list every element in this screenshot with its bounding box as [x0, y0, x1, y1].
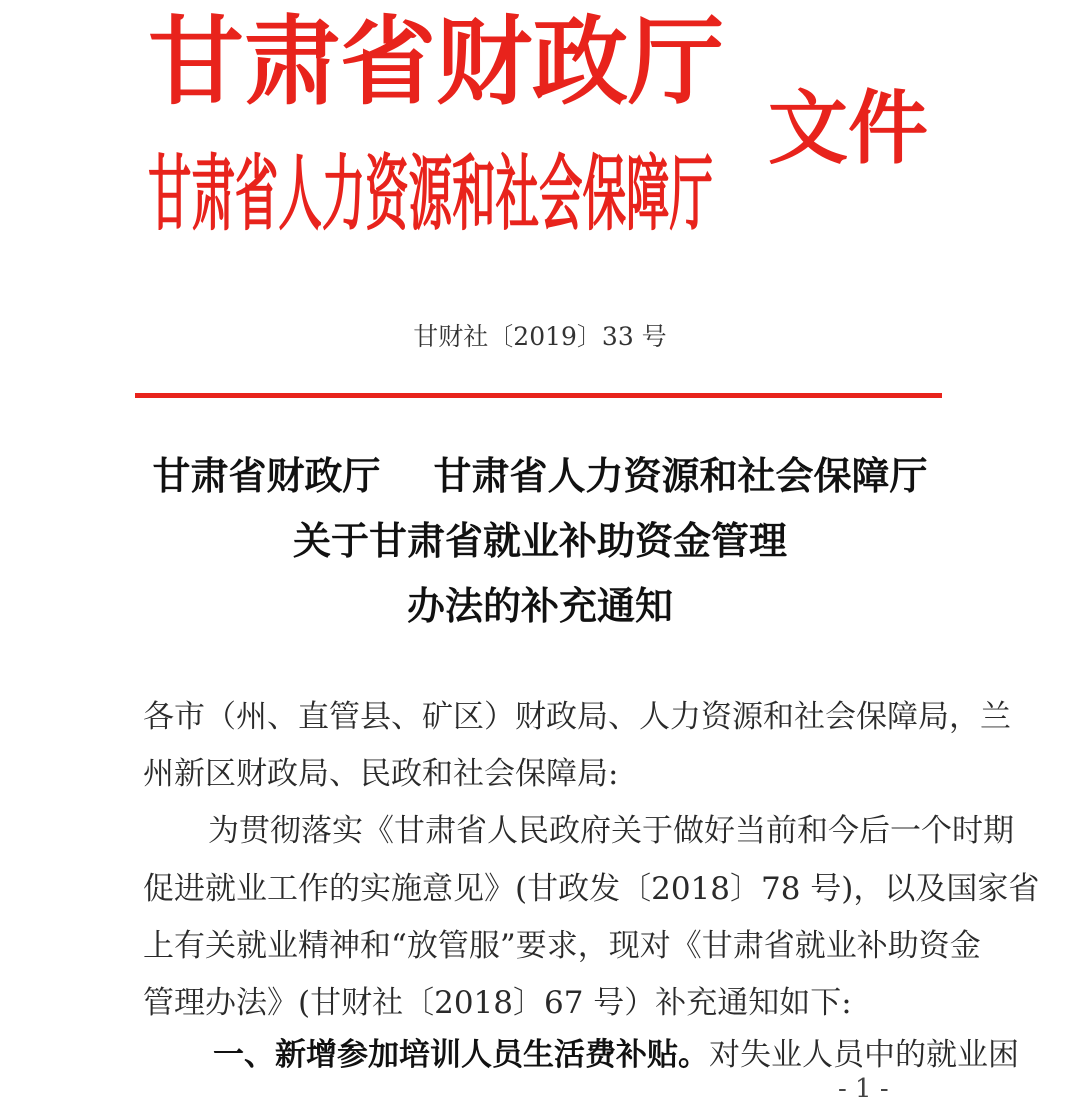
section-1-heading: 一、新增参加培训人员生活费补贴。: [213, 1037, 709, 1073]
body-line: 促进就业工作的实施意见》(甘政发〔2018〕78 号)，以及国家省: [143, 871, 1040, 907]
section-1-text: 对失业人员中的就业困: [709, 1037, 1019, 1073]
body-line: 州新区财政局、民政和社会保障局:: [143, 756, 619, 792]
section-1-line: [213, 1037, 1019, 1073]
red-divider: [135, 393, 942, 398]
page-number: - 1 -: [838, 1074, 889, 1104]
issuer-name-hrss: 甘肃省人力资源和社会保障厅: [148, 147, 713, 242]
body-line: 上有关就业精神和“放管服”要求，现对《甘肃省就业补助资金: [143, 928, 981, 964]
body-line: 管理办法》(甘财社〔2018〕67 号）补充通知如下:: [143, 985, 852, 1021]
issuer-name-finance: 甘肃省财政厅: [148, 6, 724, 118]
title-line-2: 关于甘肃省就业补助资金管理: [292, 519, 787, 563]
title-line-1: 甘肃省财政厅 甘肃省人力资源和社会保障厅: [152, 454, 928, 498]
body-line: 各市（州、直管县、矿区）财政局、人力资源和社会保障局，兰: [143, 699, 1011, 735]
document-number: 甘财社〔2019〕33 号: [413, 322, 667, 351]
body-line: 为贯彻落实《甘肃省人民政府关于做好当前和今后一个时期: [208, 813, 1014, 849]
title-line-3: 办法的补充通知: [406, 584, 673, 628]
document-label: 文件: [768, 82, 928, 175]
